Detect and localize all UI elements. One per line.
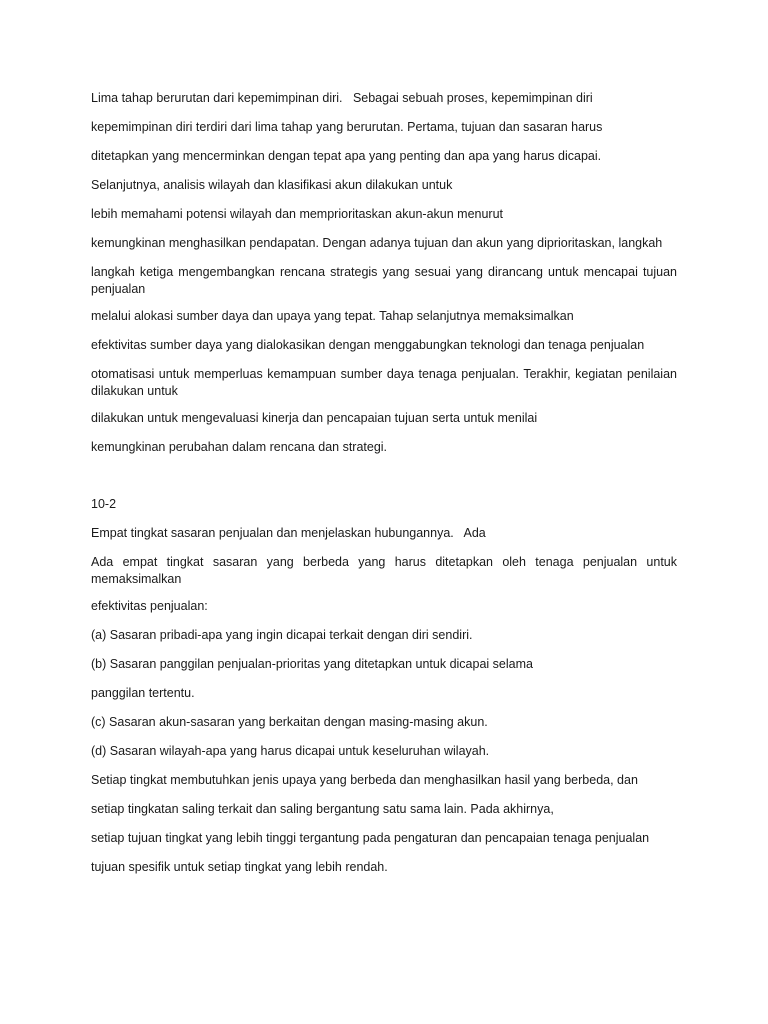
- paragraph: Lima tahap berurutan dari kepemimpinan diri. Sebagai sebuah proses, kepemimpinan diri: [91, 91, 593, 105]
- section-spacer: [91, 468, 677, 496]
- paragraph: ditetapkan yang mencerminkan dengan tepat apa yang penting dan apa yang harus dicapai.: [91, 149, 602, 163]
- paragraph: efektivitas penjualan:: [91, 599, 208, 613]
- paragraph: lebih memahami potensi wilayah dan memprioritaskan akun-akun menurut: [91, 207, 504, 221]
- paragraph: kepemimpinan diri terdiri dari lima tahap yang berurutan. Pertama, tujuan dan sasaran harus: [91, 120, 603, 134]
- list-item: (c) Sasaran akun-sasaran yang berkaitan dengan masing-masing akun.: [91, 715, 488, 729]
- section-heading: 10-2: [91, 497, 117, 511]
- list-item: (b) Sasaran panggilan penjualan-prioritas yang ditetapkan untuk dicapai selama: [91, 657, 533, 671]
- paragraph: kemungkinan perubahan dalam rencana dan strategi.: [91, 440, 388, 454]
- paragraph: kemungkinan menghasilkan pendapatan. Dengan adanya tujuan dan akun yang diprioritaskan, langkah: [91, 236, 663, 250]
- paragraph: dilakukan untuk mengevaluasi kinerja dan pencapaian tujuan serta untuk menilai: [91, 411, 538, 425]
- paragraph: Empat tingkat sasaran penjualan dan menjelaskan hubungannya. Ada: [91, 526, 486, 540]
- paragraph: setiap tujuan tingkat yang lebih tinggi tergantung pada pengaturan dan pencapaian tenaga penjualan: [91, 831, 650, 845]
- paragraph: melalui alokasi sumber daya dan upaya yang tepat. Tahap selanjutnya memaksimalkan: [91, 309, 574, 323]
- paragraph: Ada empat tingkat sasaran yang berbeda yang harus ditetapkan oleh tenaga penjualan untuk memaksimalkan: [91, 555, 681, 586]
- paragraph: Setiap tingkat membutuhkan jenis upaya yang berbeda dan menghasilkan hasil yang berbeda, dan: [91, 773, 638, 787]
- list-item: (a) Sasaran pribadi-apa yang ingin dicapai terkait dengan diri sendiri.: [91, 628, 473, 642]
- paragraph: efektivitas sumber daya yang dialokasikan dengan menggabungkan teknologi dan tenaga penjualan: [91, 338, 645, 352]
- paragraph: panggilan tertentu.: [91, 686, 195, 700]
- paragraph: setiap tingkatan saling terkait dan saling bergantung satu sama lain. Pada akhirnya,: [91, 802, 554, 816]
- paragraph: otomatisasi untuk memperluas kemampuan sumber daya tenaga penjualan. Terakhir, kegiatan penilaian dilakukan untuk: [91, 367, 681, 398]
- paragraph: langkah ketiga mengembangkan rencana strategis yang sesuai yang dirancang untuk mencapai tujuan penjualan: [91, 265, 681, 296]
- paragraph: tujuan spesifik untuk setiap tingkat yang lebih rendah.: [91, 860, 388, 874]
- document-page: [91, 90, 681, 888]
- list-item: (d) Sasaran wilayah-apa yang harus dicapai untuk keseluruhan wilayah.: [91, 744, 490, 758]
- paragraph: Selanjutnya, analisis wilayah dan klasifikasi akun dilakukan untuk: [91, 178, 453, 192]
